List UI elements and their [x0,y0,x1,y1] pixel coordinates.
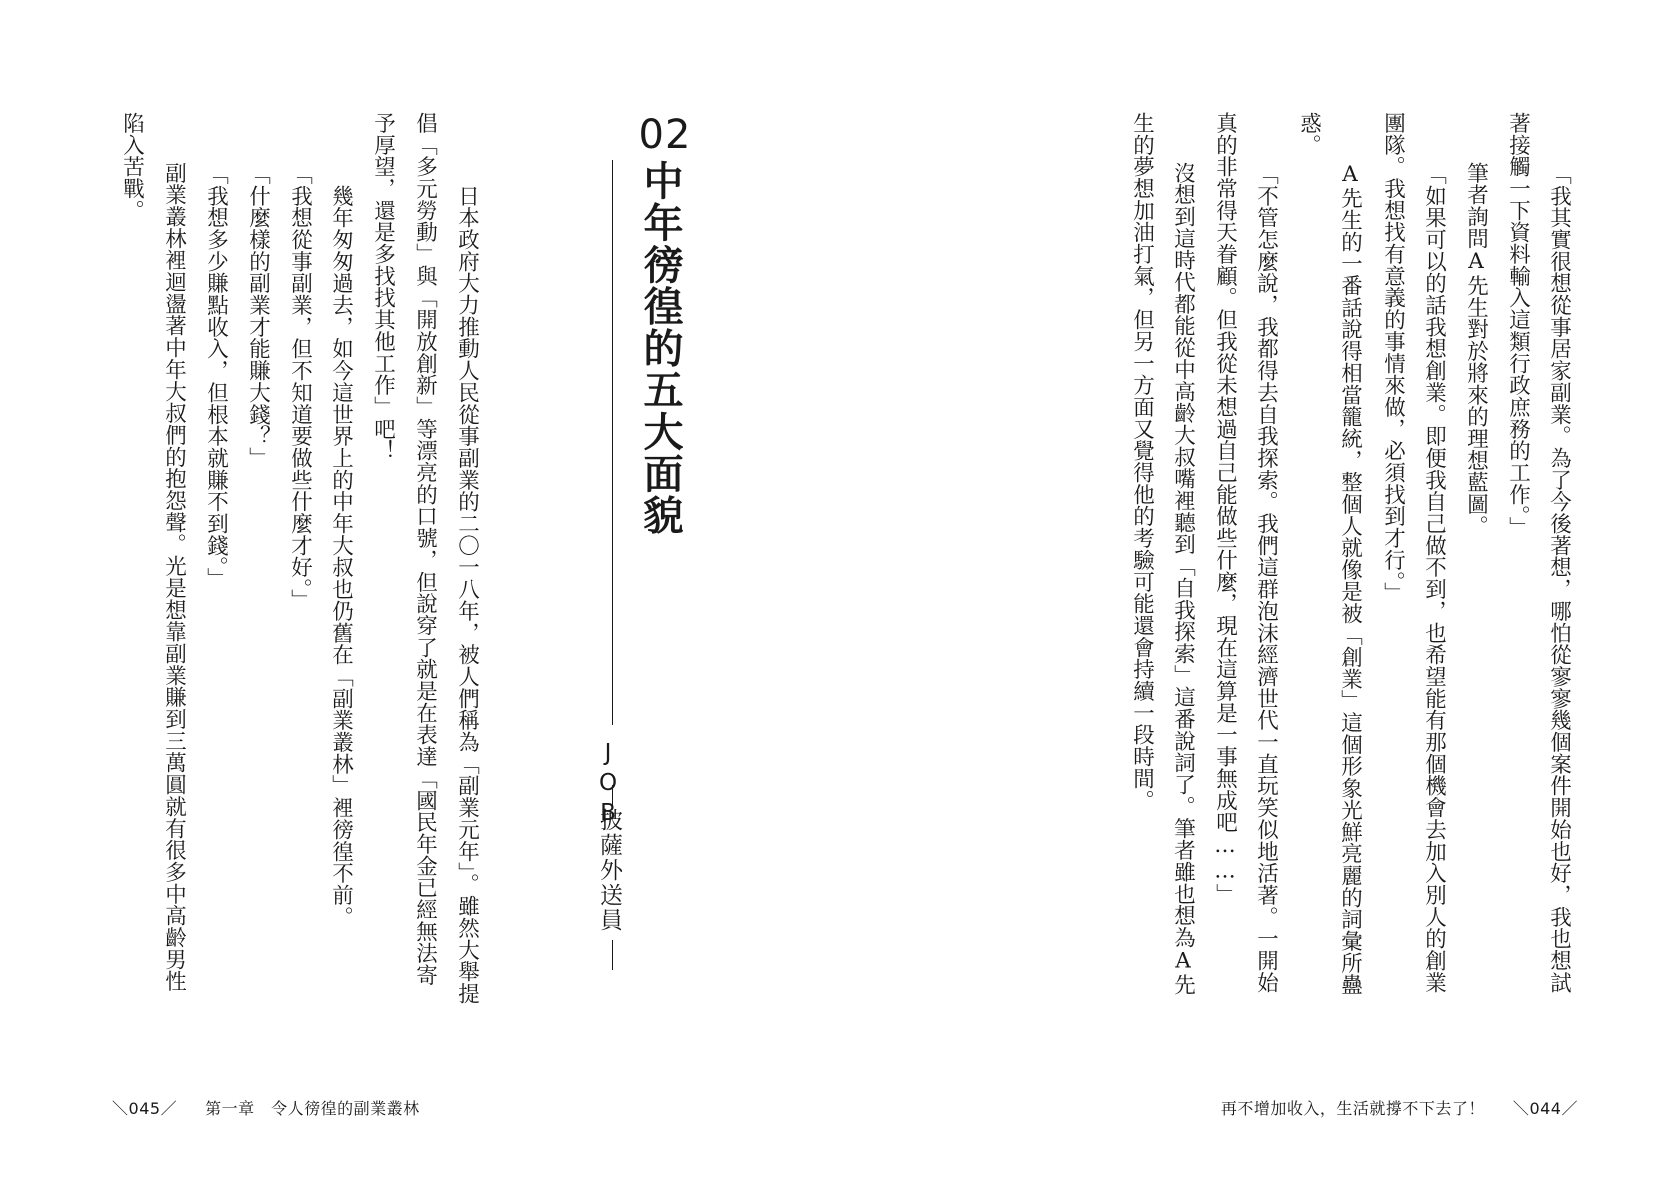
page-number: 045 [128,1099,161,1118]
left-line-8: 副業叢林裡迴盪著中年大叔們的抱怨聲。光是想靠副業賺到三萬圓就有很多中高齡男性 [161,140,187,993]
right-line-3: 筆者詢問A先生對於將來的理想藍圖。 [1463,140,1489,537]
chapter-title: 中年徬徨的五大面貌 [637,160,683,537]
left-line-7: 「我想多少賺點收入，但根本就賺不到錢。」 [203,163,229,590]
left-line-2: 倡「多元勞動」與「開放創新」等漂亮的口號，但說穿了就是在表達「國民年金已經無法寄 [412,112,438,986]
right-line-10: 沒想到這時代都能從中高齡大叔嘴裡聽到「自我探索」這番說詞了。筆者雖也想為A先 [1170,140,1196,996]
right-line-9: 真的非常得天眷顧。但我從未想過自己能做些什麼，現在這算是一事無成吧……」 [1212,112,1238,906]
job-label: JOB [595,740,621,830]
right-line-8: 「不管怎麼說，我都得去自我探索。我們這群泡沫經濟世代一直玩笑似地活著。一開始 [1253,163,1279,994]
left-line-3: 予厚望，還是多找找其他工作」吧！ [370,112,396,462]
chapter-rule-bottom [612,940,613,970]
right-page-footer: 再不增加收入，生活就撐不下去了！ ＼044／ [1220,1099,1578,1118]
left-line-4: 幾年匆匆過去，如今這世界上的中年大叔也仍舊在「副業叢林」裡徬徨不前。 [328,163,354,928]
right-line-7: 惑。 [1296,112,1322,156]
right-line-11: 生的夢想加油打氣，但另一方面又覺得他的考驗可能還會持續一段時間。 [1129,112,1155,812]
right-line-1: 「我其實很想從事居家副業。為了今後著想，哪怕從寥寥幾個案件開始也好，我也想試 [1546,163,1572,994]
right-line-6: A先生的一番話說得相當籠統，整個人就像是被「創業」這個形象光鮮亮麗的詞彙所蠱 [1337,140,1363,996]
right-line-5: 團隊。我想找有意義的事情來做，必須找到才行。」 [1380,112,1406,604]
chapter-rule-top [612,160,613,725]
running-title: 第一章 令人徬徨的副業叢林 [205,1099,420,1118]
left-line-9: 陷入苦戰。 [119,112,145,222]
left-line-5: 「我想從事副業，但不知道要做些什麼才好。」 [287,163,313,612]
left-line-6: 「什麼樣的副業才能賺大錢？」 [245,163,271,469]
right-line-2: 著接觸一下資料輸入這類行政庶務的工作。」 [1505,112,1531,539]
right-line-4: 「如果可以的話我想創業。即便我自己做不到，也希望能有那個機會去加入別人的創業 [1421,163,1447,994]
chapter-number: 02 [638,112,692,158]
page-number: 044 [1529,1099,1562,1118]
left-page-footer: ＼045／ 第一章 令人徬徨的副業叢林 [112,1099,420,1118]
job-subtitle: 披薩外送員 [596,808,622,933]
left-line-1: 日本政府大力推動人民從事副業的二〇一八年，被人們稱為「副業元年」。雖然大舉提 [454,163,480,1005]
running-title: 再不增加收入，生活就撐不下去了！ [1220,1099,1485,1118]
